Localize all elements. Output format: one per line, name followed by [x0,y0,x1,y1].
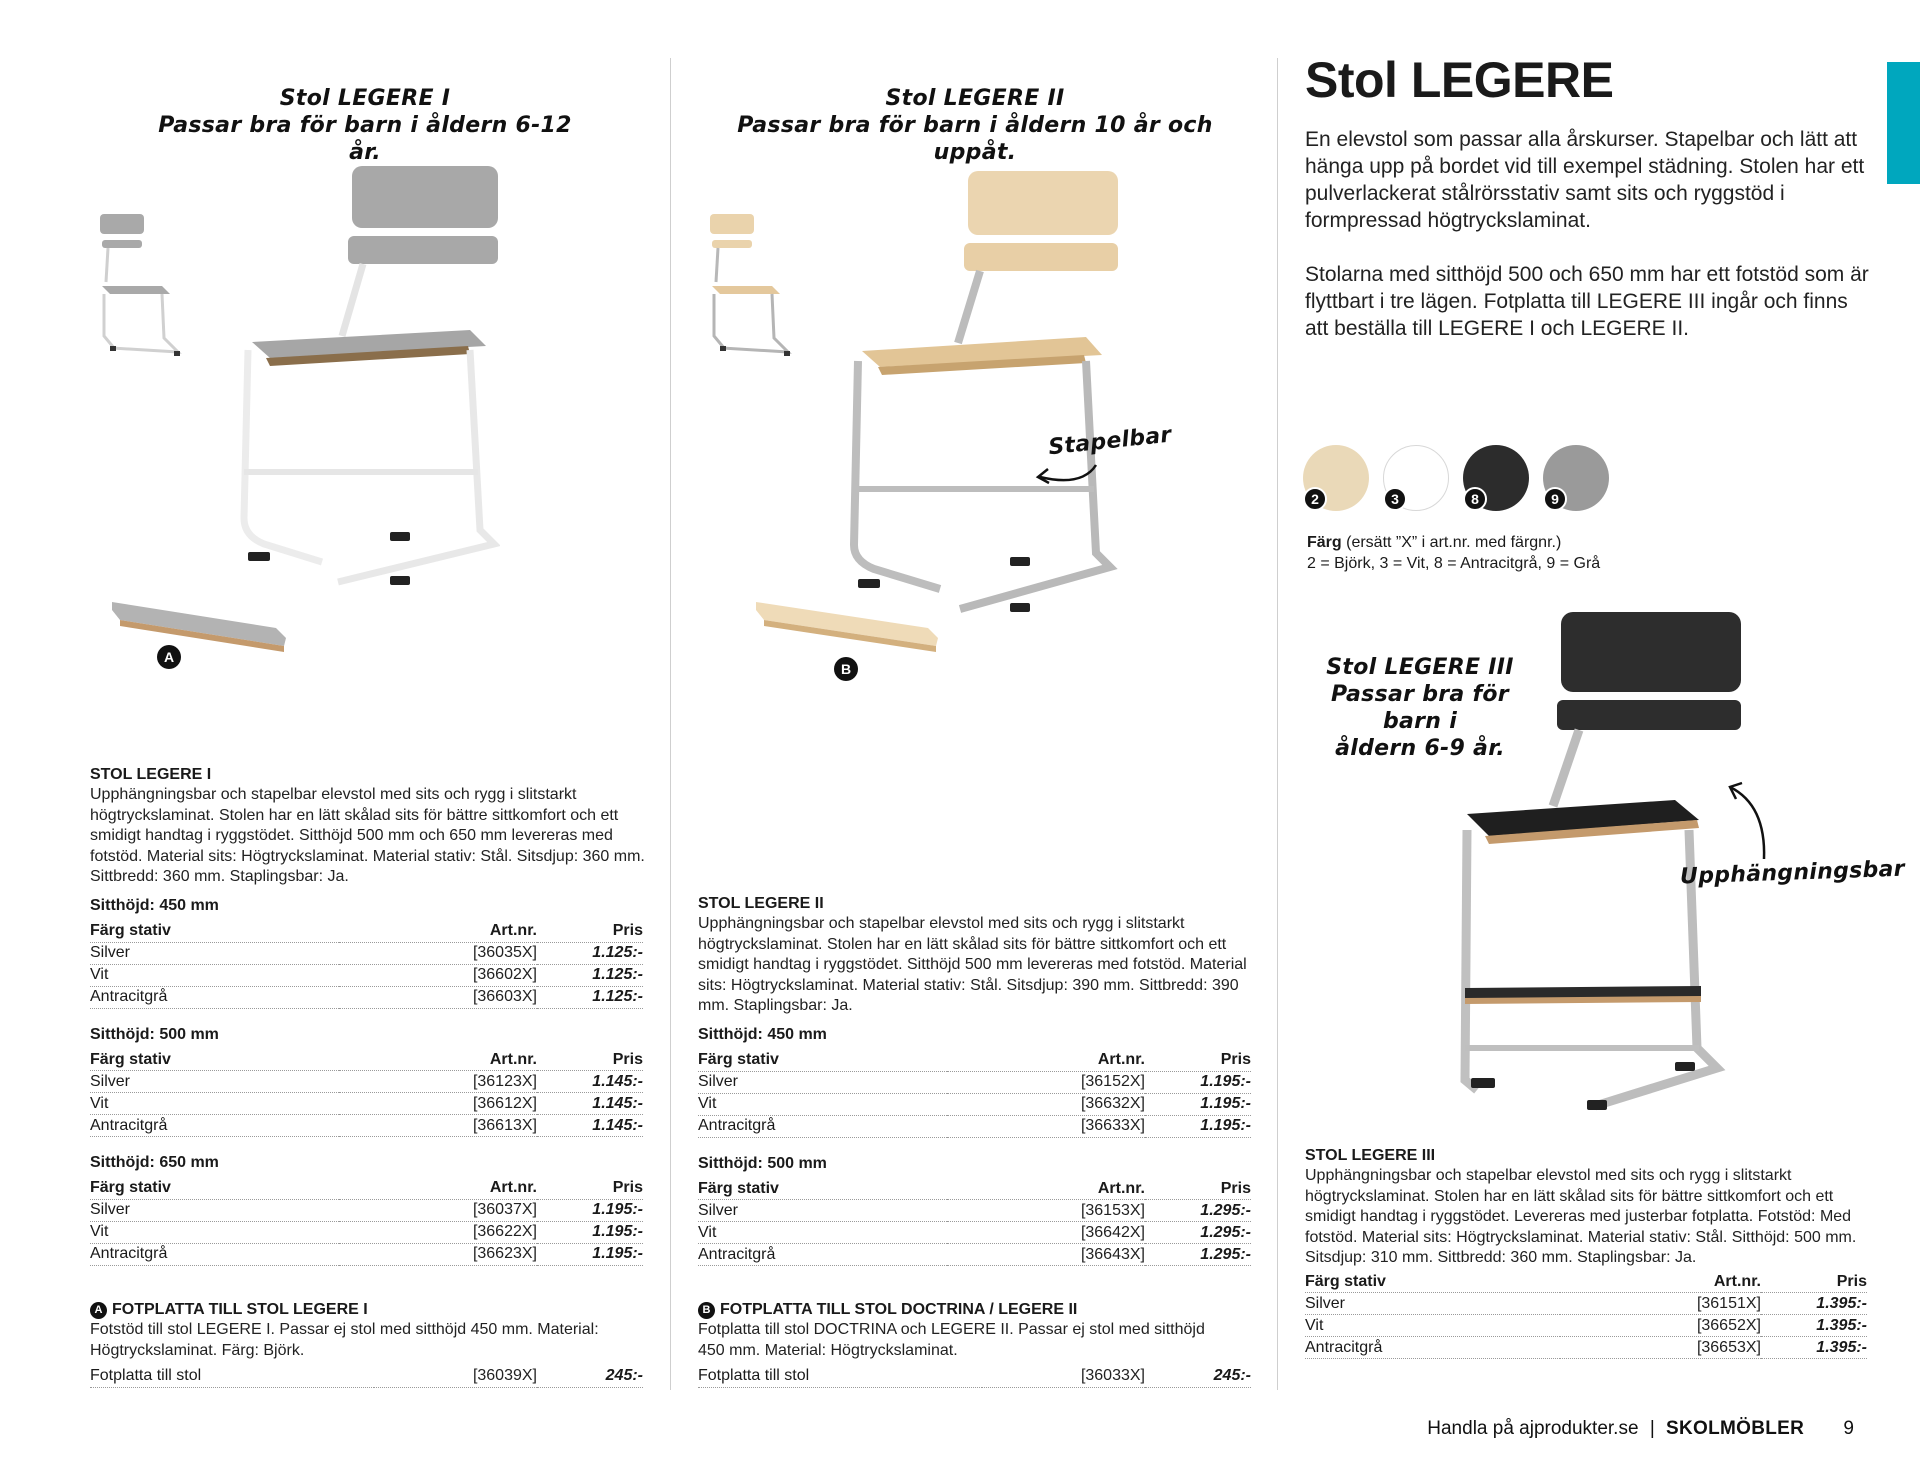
price-table-header: Färg stativ Art.nr. Pris [698,1178,1251,1200]
price-table-header: Färg stativ Art.nr. Pris [90,1177,643,1199]
legere-1-title: STOL LEGERE I [90,766,212,783]
table-row: Vit [36602X] 1.125:- [90,964,643,986]
table-row: Fotplatta till stol [36039X] 245:- [90,1365,643,1387]
seat-height-heading: Sitthöjd: 450 mm [698,1026,827,1043]
table-row: Vit [36652X] 1.395:- [1305,1315,1867,1337]
page-number: 9 [1843,1418,1854,1439]
footplate-b-badge: B [834,657,858,681]
table-row: Antracitgrå [36643X] 1.295:- [698,1244,1251,1266]
price-table-block [90,1025,643,1138]
price-table-header: Färg stativ Art.nr. Pris [698,1049,1251,1071]
table-row: Silver [36151X] 1.395:- [1305,1293,1867,1315]
price-table [90,1177,643,1266]
price-table-header: Färg stativ Art.nr. Pris [90,920,643,942]
table-row: Vit [36612X] 1.145:- [90,1093,643,1115]
legere-1-caption: Stol LEGERE I Passar bra för barn i åldern 6-12 år. [158,86,572,165]
legere-3-info [1305,1146,1867,1359]
legere-2-description: Upphängningsbar och stapelbar elevstol med sits och rygg i slitstarkt högtryckslaminat. Stolen har en lätt skålad sits för bättre sittkomfort och ett smidigt handtag i ryggstödet. Sitthöjd 500 mm levereras med fotstöd. Material sits: Högtryckslaminat. Material stativ: Stål. Sitsdjup: 390 mm. Sittbredd: 390 mm. Staplingsbar: Ja. [698,915,1247,1015]
legere-2-caption: Stol LEGERE II Passar bra för barn i åldern 10 år och uppåt. [737,86,1213,165]
price-table [90,920,643,1009]
footplate-b-title-badge: B [698,1302,715,1319]
footplate-a-title: A FOTPLATTA TILL STOL LEGERE I [90,1300,643,1320]
legere-3-caption: Stol LEGERE III Passar bra för barn i åldern 6-9 år. [1326,655,1514,761]
intro-text: En elevstol som passar alla årskurser. Stapelbar och lätt att hänga upp på bordet vid till exempel städning. Stolen har ett pulverlackerat stålrörsstativ samt sits och ryggstöd i formpressad högtryckslaminat. Stolarna med sitthöjd 500 och 650 mm har ett fotstöd som är flyttbart i tre lägen. Fotplatta till LEGERE III ingår och finns att beställa till LEGERE I och LEGERE II. [1305,128,1869,340]
footplate-b-price-table [698,1365,1251,1388]
table-row: Silver [36123X] 1.145:- [90,1071,643,1093]
swatch-number: 2 [1303,487,1327,511]
price-table-header: Färg stativ Art.nr. Pris [1305,1271,1867,1293]
upphangningsbar-arrow-icon [1720,775,1770,865]
page-title: Stol LEGERE [1305,52,1614,108]
seat-height-heading: Sitthöjd: 500 mm [698,1154,827,1172]
price-table-block [90,896,643,1009]
page-footer [1427,1418,1854,1440]
column-divider-1 [670,58,671,1390]
table-row: Silver [36153X] 1.295:- [698,1200,1251,1222]
footplate-a-image [108,598,290,658]
legere-2-title: STOL LEGERE II [698,895,824,912]
footer-separator: | [1649,1418,1655,1439]
upphangningsbar-annotation: Upphängningsbar [1679,856,1906,890]
price-table-block [90,1153,643,1266]
legere-1-info [90,765,645,888]
price-table [698,1178,1251,1267]
stapelbar-arrow-icon [1030,455,1100,491]
legere-1-price-tables [90,896,643,1266]
legere-3-title: STOL LEGERE III [1305,1147,1436,1164]
footplate-b-info [698,1300,1251,1388]
legere-1-thumbnail-image [92,208,192,368]
table-row: Silver [36037X] 1.195:- [90,1199,643,1221]
footplate-b-title: B FOTPLATTA TILL STOL DOCTRINA / LEGERE II [698,1300,1251,1320]
price-table [698,1049,1251,1138]
stapelbar-annotation: Stapelbar [1047,422,1173,461]
table-row: Vit [36642X] 1.295:- [698,1222,1251,1244]
table-row: Silver [36152X] 1.195:- [698,1071,1251,1093]
legere-2-chair-image [840,165,1120,625]
table-row: Silver [36035X] 1.125:- [90,942,643,964]
legere-3-price-table [1305,1271,1867,1360]
swatch-number: 3 [1383,487,1407,511]
table-row: Vit [36632X] 1.195:- [698,1093,1251,1115]
table-row: Antracitgrå [36633X] 1.195:- [698,1115,1251,1137]
table-row: Antracitgrå [36603X] 1.125:- [90,986,643,1008]
seat-height-heading: Sitthöjd: 500 mm [90,1025,219,1043]
footplate-a-price-table [90,1365,643,1388]
footplate-a-description: Fotstöd till stol LEGERE I. Passar ej stol med sitthöjd 450 mm. Material: Högtryckslaminat. Färg: Björk. [90,1321,599,1359]
seat-height-heading: Sitthöjd: 650 mm [90,1154,219,1171]
color-info: Färg (ersätt ”X” i art.nr. med färgnr.) 2 = Björk, 3 = Vit, 8 = Antracitgrå, 9 = Grå [1307,534,1601,572]
price-table-block [698,1025,1251,1138]
legere-2-thumbnail-image [702,208,802,368]
legere-2-info [698,894,1258,1017]
footplate-a-title-badge: A [90,1302,107,1319]
footer-section: SKOLMÖBLER [1666,1418,1805,1439]
price-table [90,1049,643,1138]
footplate-b-description: Fotplatta till stol DOCTRINA och LEGERE II. Passar ej stol med sitthöjd 450 mm. Material: Högtryckslaminat. [698,1321,1205,1359]
legere-3-description: Upphängningsbar och stapelbar elevstol med sits och rygg i slitstarkt högtryckslaminat. Stolen har en lätt skålad sits för bättre sittkomfort och ett smidigt handtag i ryggstödet. Levereras med justerbar fotplatta. Fotstöd: Med fotstöd. Material sits: Högtryckslaminat. Material stativ: Stål. Sitthöjd: 500 mm. Sitsdjup: 310 mm. Sittbredd: 360 mm. Staplingsbar: Ja. [1305,1167,1857,1267]
swatch-number: 8 [1463,487,1487,511]
footer-shop-link[interactable]: Handla på ajprodukter.se [1427,1418,1639,1439]
table-row: Antracitgrå [36653X] 1.395:- [1305,1337,1867,1359]
legere-2-price-tables [698,1025,1251,1266]
footplate-b-image [752,598,942,660]
price-table-block [698,1154,1251,1267]
swatch-number: 9 [1543,487,1567,511]
legere-1-description: Upphängningsbar och stapelbar elevstol med sits och rygg i slitstarkt högtryckslaminat. Stolen har en lätt skålad sits för bättre sittkomfort och ett smidigt handtag i ryggstödet. Sitthöjd 500 mm och 650 mm levereras med fotstöd. Material sits: Högtryckslaminat. Material stativ: Stål. Sitsdjup: 360 mm. Sittbredd: 360 mm. Staplingsbar: Ja. [90,786,645,886]
legere-1-chair-image [230,160,500,600]
table-row: Vit [36622X] 1.195:- [90,1221,643,1243]
section-tab [1887,62,1920,184]
price-table-header: Färg stativ Art.nr. Pris [90,1049,643,1071]
table-row: Antracitgrå [36613X] 1.145:- [90,1115,643,1137]
footplate-a-badge: A [157,645,181,669]
seat-height-heading: Sitthöjd: 450 mm [90,897,219,914]
footplate-a-info [90,1300,643,1388]
column-divider-2 [1277,58,1278,1390]
table-row: Antracitgrå [36623X] 1.195:- [90,1243,643,1265]
table-row: Fotplatta till stol [36033X] 245:- [698,1365,1251,1387]
